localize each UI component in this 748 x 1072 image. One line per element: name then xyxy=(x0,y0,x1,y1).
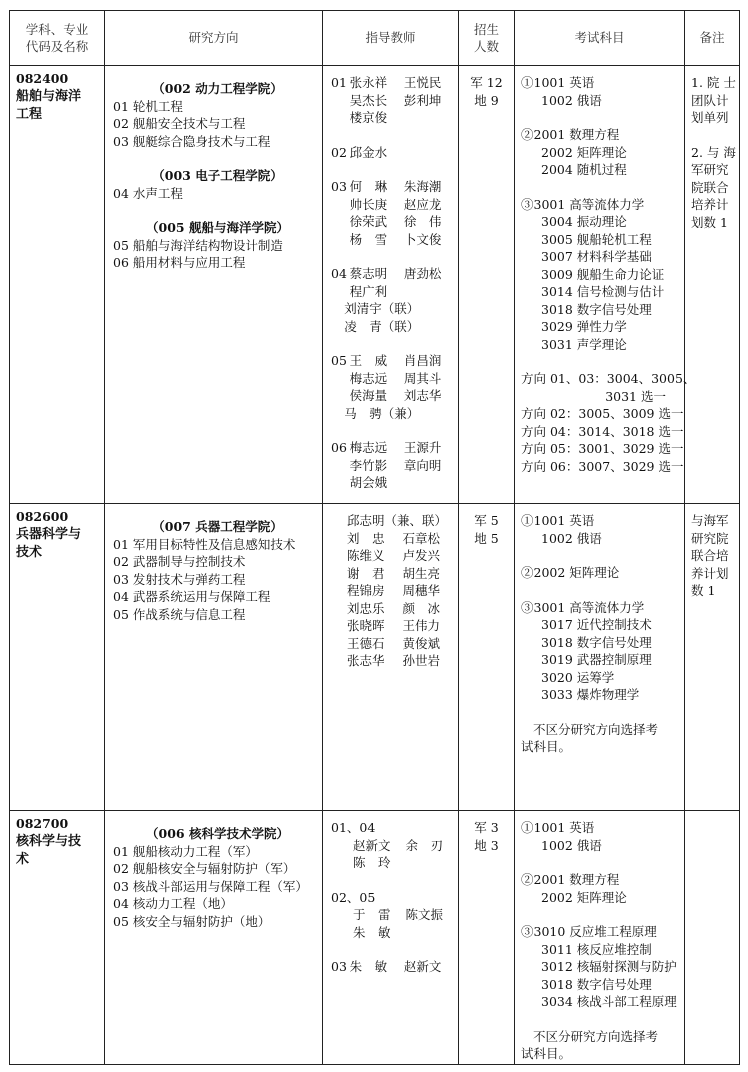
advisor-group xyxy=(331,512,458,670)
advisor-direction: 03 xyxy=(331,959,347,974)
advisor-cell xyxy=(323,811,459,1065)
advisor-direction xyxy=(331,283,350,301)
advisor-name: 何 琳 xyxy=(349,179,388,194)
exam-subject: 2002 矩阵理论 xyxy=(541,144,627,160)
quota-value: 军 3 xyxy=(474,820,499,835)
advisor-direction: 05 xyxy=(331,353,347,368)
exam-subject: 3031 声学理论 xyxy=(541,336,627,352)
school-name: （002 动力工程学院） xyxy=(152,81,283,96)
advisor-name: 胡会娥 xyxy=(349,475,388,490)
direction-item: 03 核战斗部运用与保障工程（军） xyxy=(113,878,308,894)
remark-line: 研究院 xyxy=(691,530,729,546)
exam-subject: 3020 运筹学 xyxy=(541,669,615,685)
advisor-group xyxy=(331,958,458,976)
subject-code: 082600 xyxy=(16,509,69,524)
advisor-row xyxy=(331,405,458,423)
subject-name: 兵器科学与 xyxy=(16,526,82,542)
quota-value: 军 12 xyxy=(470,75,503,90)
advisor-name: 帅长庚 xyxy=(349,196,388,212)
exam-subject: 3004 振动理论 xyxy=(541,214,627,229)
advisor-row xyxy=(331,547,458,565)
admissions-table xyxy=(9,10,740,1065)
advisor-name xyxy=(404,109,458,127)
advisor-row xyxy=(331,530,458,548)
remark-line: 数 1 xyxy=(691,583,716,598)
exam-note: 方向 01、03：3004、3005、 xyxy=(521,371,696,386)
advisor-name: 张永祥 xyxy=(349,75,388,90)
advisor-name: 章向明 xyxy=(403,457,442,473)
advisor-name: 彭利坤 xyxy=(403,92,442,108)
exam-subject: 3017 近代控制技术 xyxy=(541,617,652,632)
advisor-name: 李竹影 xyxy=(349,457,388,473)
subject-name: 术 xyxy=(16,851,30,867)
remark-line: 养计划 xyxy=(691,565,729,581)
remark-line: 培养计 xyxy=(691,197,729,212)
advisor-name: 周其斗 xyxy=(403,370,442,386)
direction-item: 01 轮机工程 xyxy=(113,98,183,114)
advisor-name: 楼京俊 xyxy=(349,110,388,125)
advisor-name: 黄俊斌 xyxy=(402,635,441,651)
advisor-row xyxy=(331,854,458,872)
advisor-direction: 04 xyxy=(331,266,347,281)
remark-line: 联合培 xyxy=(691,548,729,563)
direction-item: 01 军用目标特性及信息感知技术 xyxy=(113,536,296,552)
exam-note: 方向 02：3005、3009 选一 xyxy=(521,406,684,421)
advisor-row xyxy=(331,318,458,336)
exam-note: 方向 06：3007、3029 选一 xyxy=(521,458,684,474)
advisor-group xyxy=(331,144,458,162)
subject-name: 工程 xyxy=(16,106,43,122)
advisor-row xyxy=(331,92,458,110)
quota-value: 地 3 xyxy=(474,837,499,853)
exam-note: 试科目。 xyxy=(521,739,572,754)
quota-value: 地 5 xyxy=(474,530,499,546)
exam-subject: 2004 随机过程 xyxy=(541,162,627,177)
exam-subject: 3029 弹性力学 xyxy=(541,319,627,334)
advisor-direction xyxy=(331,109,350,127)
advisor-name: 颜 冰 xyxy=(402,600,441,616)
exam-subject: 1002 俄语 xyxy=(541,530,602,546)
exam-group xyxy=(521,599,684,704)
advisor-name: 陈文振 xyxy=(405,907,444,922)
advisor-row xyxy=(331,652,458,670)
exam-subject: 3018 数字信号处理 xyxy=(541,301,652,317)
exam-subject: ②2002 矩阵理论 xyxy=(521,565,620,580)
advisor-name: 蔡志明 xyxy=(349,266,388,281)
advisor-name: 徐 伟 xyxy=(403,214,442,229)
subject-code: 082400 xyxy=(16,71,69,86)
advisor-name: 徐荣武 xyxy=(349,214,388,229)
advisor-name: 刘志华 xyxy=(403,388,442,403)
advisor-name xyxy=(419,300,458,318)
subject-cell xyxy=(10,504,105,811)
header-quota: 招生 人数 xyxy=(459,11,515,66)
remark-item xyxy=(691,74,735,127)
exam-note: 3031 选一 xyxy=(605,388,666,404)
subject-code: 082700 xyxy=(16,816,69,831)
remark-line: 1. 院 士 xyxy=(691,75,736,90)
advisor-name: 王源升 xyxy=(403,440,442,455)
advisor-direction xyxy=(331,196,350,214)
advisor-row xyxy=(331,370,458,388)
advisor-cell xyxy=(323,66,459,504)
exam-subject: 1002 俄语 xyxy=(541,837,602,853)
exam-subject: 3018 数字信号处理 xyxy=(541,976,652,992)
direction-item: 01 舰船核动力工程（军） xyxy=(113,843,258,859)
advisor-row xyxy=(331,582,458,600)
exam-group xyxy=(521,564,684,582)
advisor-row xyxy=(331,512,458,530)
advisor-row xyxy=(331,231,458,249)
exam-subject: 3009 舰船生命力论证 xyxy=(541,266,665,282)
advisor-row xyxy=(331,283,458,301)
advisor-group xyxy=(331,352,458,422)
direction-item: 02 舰船安全技术与工程 xyxy=(113,116,246,131)
header-subject: 学科、专业 代码及名称 xyxy=(10,11,105,66)
school-name: （003 电子工程学院） xyxy=(152,168,283,183)
exam-group xyxy=(521,74,684,109)
advisor-cell xyxy=(323,504,459,811)
quota-cell xyxy=(459,66,515,504)
exam-note: 方向 04：3014、3018 选一 xyxy=(521,423,684,439)
exam-subject: 3019 武器控制原理 xyxy=(541,652,652,667)
remark-line: 与海军 xyxy=(691,513,729,528)
advisor-row xyxy=(331,924,458,942)
advisor-group xyxy=(331,265,458,335)
advisor-row xyxy=(331,958,458,976)
remarks-cell xyxy=(685,66,740,504)
direction-item: 04 核动力工程（地） xyxy=(113,896,233,911)
header-advisor: 指导教师 xyxy=(323,11,459,66)
advisor-name: 王德石 xyxy=(347,635,385,651)
advisor-row xyxy=(331,439,458,457)
subject-name: 技术 xyxy=(16,544,43,560)
advisor-name: 杨 雪 xyxy=(349,231,388,247)
advisor-row xyxy=(331,387,458,405)
exam-subject: 3005 舰船轮机工程 xyxy=(541,231,652,247)
advisor-name: 赵新文 xyxy=(403,959,442,974)
advisor-name xyxy=(419,318,458,336)
advisor-name: 张志华 xyxy=(347,653,385,668)
advisor-name: 唐劲松 xyxy=(403,266,442,281)
advisor-direction xyxy=(331,300,344,318)
advisor-name: 吴杰长 xyxy=(349,92,388,108)
advisor-name: 孙世岩 xyxy=(402,653,441,668)
exam-subject: ②2001 数理方程 xyxy=(521,872,620,887)
quota-value: 军 5 xyxy=(474,513,499,528)
remark-item xyxy=(691,144,735,232)
advisor-row xyxy=(331,457,458,475)
advisor-name xyxy=(404,144,458,162)
exam-subject: 3034 核战斗部工程原理 xyxy=(541,994,677,1009)
advisor-direction xyxy=(331,474,350,492)
advisor-name: 马 骋（兼） xyxy=(344,405,420,421)
exam-subject: 1002 俄语 xyxy=(541,92,602,108)
direction-cell xyxy=(105,811,323,1065)
direction-item: 04 水声工程 xyxy=(113,185,183,201)
advisor-direction xyxy=(331,231,350,249)
remark-line: 划数 1 xyxy=(691,214,728,230)
advisor-name: 朱海潮 xyxy=(403,179,442,194)
table-row xyxy=(10,504,740,811)
header-direction: 研究方向 xyxy=(105,11,323,66)
advisor-direction: 02、05 xyxy=(331,889,376,905)
advisor-row xyxy=(331,144,458,162)
advisor-direction xyxy=(331,405,344,423)
advisor-name xyxy=(406,854,459,872)
advisor-name: 朱 敏 xyxy=(353,924,391,940)
remark-line: 团队计 xyxy=(691,92,729,108)
advisor-name: 肖昌润 xyxy=(403,353,442,368)
advisor-group xyxy=(331,439,458,492)
exam-subject: 2002 矩阵理论 xyxy=(541,889,627,905)
exam-subject: ③3010 反应堆工程原理 xyxy=(521,924,657,939)
exam-subject: 3033 爆炸物理学 xyxy=(541,687,640,702)
advisor-name xyxy=(419,405,458,423)
exam-subject: 3011 核反应堆控制 xyxy=(541,941,652,957)
advisor-row xyxy=(331,300,458,318)
direction-item: 03 发射技术与弹药工程 xyxy=(113,571,246,587)
remark-line: 院联合 xyxy=(691,179,729,195)
remark-line: 划单列 xyxy=(691,110,729,125)
exam-subject: ③3001 高等流体力学 xyxy=(521,196,645,212)
advisor-group xyxy=(331,178,458,248)
advisor-row xyxy=(331,600,458,618)
advisor-name: 刘忠乐 xyxy=(347,600,385,616)
advisor-name: 梅志远 xyxy=(349,440,388,455)
exam-subject: ①1001 英语 xyxy=(521,75,595,90)
exam-note: 方向 05：3001、3029 选一 xyxy=(521,441,684,456)
advisor-name: 张晓晖 xyxy=(347,618,385,633)
exam-subject: 3018 数字信号处理 xyxy=(541,634,652,650)
advisor-name: 陈维义 xyxy=(347,548,385,563)
subject-name: 核科学与技 xyxy=(16,833,82,849)
advisor-row xyxy=(331,906,458,924)
advisor-name: 赵新文 xyxy=(353,837,391,853)
advisor-name: 梅志远 xyxy=(349,370,388,386)
exam-subject: 3007 材料科学基础 xyxy=(541,249,652,264)
advisor-direction xyxy=(331,387,350,405)
school-name: （007 兵器工程学院） xyxy=(152,519,283,534)
advisor-direction: 01 xyxy=(331,75,347,90)
exam-note: 不区分研究方向选择考 xyxy=(533,721,659,737)
advisor-row xyxy=(331,474,458,492)
advisor-name: 王伟力 xyxy=(402,618,441,633)
advisor-row xyxy=(331,352,458,370)
remark-item xyxy=(691,512,735,600)
exam-note: 不区分研究方向选择考 xyxy=(533,1028,659,1044)
advisor-row xyxy=(331,837,458,855)
advisor-name: 刘 忠 xyxy=(347,530,385,546)
advisor-direction: 01、04 xyxy=(331,820,376,835)
direction-item: 05 船舶与海洋结构物设计制造 xyxy=(113,237,283,253)
advisor-name: 于 雷 xyxy=(353,907,391,922)
quota-value: 地 9 xyxy=(474,92,499,108)
advisor-group xyxy=(331,74,458,127)
advisor-row xyxy=(331,617,458,635)
exam-group xyxy=(521,196,684,354)
advisor-row xyxy=(331,109,458,127)
subject-cell xyxy=(10,66,105,504)
direction-item: 05 作战系统与信息工程 xyxy=(113,606,246,622)
advisor-direction: 02 xyxy=(331,144,347,160)
advisor-name: 邱金水 xyxy=(349,144,388,160)
exam-group xyxy=(521,923,684,1011)
direction-item: 03 舰艇综合隐身技术与工程 xyxy=(113,133,271,149)
remarks-cell xyxy=(685,811,740,1065)
advisor-name: 胡生亮 xyxy=(402,565,441,581)
advisor-row xyxy=(331,74,458,92)
exam-cell xyxy=(515,66,696,504)
advisor-row xyxy=(331,213,458,231)
advisor-name: 石章松 xyxy=(402,530,441,546)
advisor-group xyxy=(331,819,458,872)
advisor-name: 赵应龙 xyxy=(403,196,442,212)
advisor-name: 程锦房 xyxy=(347,583,385,598)
remark-line: 军研究 xyxy=(691,162,729,177)
exam-group xyxy=(521,819,684,854)
direction-item: 02 武器制导与控制技术 xyxy=(113,554,246,569)
advisor-name: 朱 敏 xyxy=(349,959,388,974)
direction-item: 06 船用材料与应用工程 xyxy=(113,255,246,270)
advisor-direction: 06 xyxy=(331,440,347,455)
advisor-row xyxy=(331,635,458,653)
exam-cell xyxy=(515,811,685,1065)
advisor-name: 刘清宇（联） xyxy=(344,301,420,316)
remark-line: 2. 与 海 xyxy=(691,144,736,160)
advisor-name: 卢发兴 xyxy=(402,548,441,563)
direction-item: 02 舰船核安全与辐射防护（军） xyxy=(113,861,296,876)
direction-item: 04 武器系统运用与保障工程 xyxy=(113,589,271,604)
advisor-name: 侯海量 xyxy=(349,388,388,403)
advisor-direction xyxy=(331,318,344,336)
remarks-cell xyxy=(685,504,740,811)
direction-cell xyxy=(105,66,323,504)
header-exams: 考试科目 xyxy=(515,11,685,66)
quota-cell xyxy=(459,504,515,811)
exam-cell xyxy=(515,504,685,811)
advisor-row xyxy=(331,265,458,283)
exam-subject: 3012 核辐射探测与防护 xyxy=(541,959,677,974)
quota-cell xyxy=(459,811,515,1065)
advisor-name: 王 威 xyxy=(349,353,388,368)
advisor-direction xyxy=(331,92,350,110)
advisor-name xyxy=(404,283,458,301)
advisor-name: 程广利 xyxy=(349,283,388,299)
advisor-name xyxy=(404,474,458,492)
exam-group xyxy=(521,871,684,906)
exam-subject: ①1001 英语 xyxy=(521,513,595,528)
exam-group xyxy=(521,512,684,547)
advisor-row xyxy=(331,196,458,214)
advisor-name: 邱志明（兼、联） xyxy=(347,513,448,528)
table-row xyxy=(10,66,740,504)
advisor-name: 王悦民 xyxy=(403,75,442,90)
advisor-name: 余 刃 xyxy=(405,837,444,853)
advisor-name: 陈 玲 xyxy=(353,855,391,870)
advisor-name xyxy=(447,512,458,530)
advisor-name xyxy=(406,924,459,942)
exam-subject: ①1001 英语 xyxy=(521,820,595,835)
advisor-name: 周穗华 xyxy=(402,583,441,598)
school-name: （005 舰船与海洋学院） xyxy=(146,220,289,235)
header-remarks: 备注 xyxy=(685,11,740,66)
direction-cell xyxy=(105,504,323,811)
exam-subject: ③3001 高等流体力学 xyxy=(521,599,645,615)
advisor-direction xyxy=(331,457,350,475)
direction-item: 05 核安全与辐射防护（地） xyxy=(113,913,271,929)
advisor-row xyxy=(331,178,458,196)
advisor-direction xyxy=(331,370,350,388)
school-name: （006 核科学技术学院） xyxy=(146,826,289,841)
advisor-name: 谢 君 xyxy=(347,565,385,581)
advisor-name: 凌 青（联） xyxy=(344,318,420,334)
subject-cell xyxy=(10,811,105,1065)
advisor-row xyxy=(331,565,458,583)
exam-subject: 3014 信号检测与估计 xyxy=(541,284,665,299)
advisor-name: 卜文俊 xyxy=(403,231,442,247)
advisor-direction: 03 xyxy=(331,179,347,194)
exam-subject: ②2001 数理方程 xyxy=(521,127,620,142)
advisor-direction xyxy=(331,213,350,231)
exam-group xyxy=(521,126,684,179)
subject-name: 船舶与海洋 xyxy=(16,88,82,104)
table-row xyxy=(10,811,740,1065)
exam-note: 试科目。 xyxy=(521,1046,572,1061)
advisor-group xyxy=(331,889,458,942)
